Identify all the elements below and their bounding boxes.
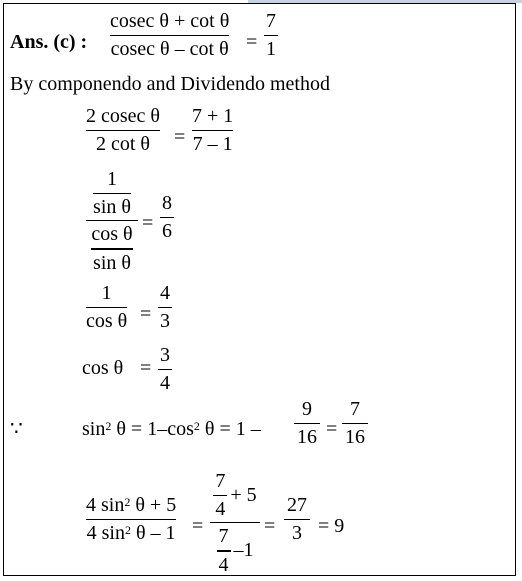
method-text: By componendo and Dividendo method [10,73,330,95]
step2-rhs-numerator: 8 [162,192,172,214]
step1-lhs [86,105,160,155]
ratio-numerator: 7 [266,10,276,32]
step6-compound-fraction [210,470,260,576]
step3-equals: = [140,303,152,325]
step2-upper [93,168,131,218]
step2-cos: cos θ [91,223,133,246]
equals-sign: = [246,31,258,53]
step2-rhs [160,192,174,242]
given-denominator: cosec θ – cot θ [110,38,229,61]
step1-equals: = [174,126,186,148]
step1-rhs [192,105,233,155]
step3-numerator: 1 [101,282,112,304]
answer-label: Ans. (c) : [10,31,88,53]
step2-sin-lower: sin θ [93,251,131,274]
step5-expression: $\sin^2 \theta = 1-\cos^2$ θ = 1 – [82,418,261,440]
step2-sin: sin θ [93,196,131,219]
step4-equals: = [140,357,152,379]
step1-rhs-numerator: 7 + 1 [192,105,234,127]
step6-result-numerator: 27 [287,494,307,516]
step6-equals: = [192,515,204,537]
step5-fraction-numerator: 9 [302,398,312,420]
step3-rhs [158,282,172,332]
step5-result-denominator: 16 [345,426,365,449]
step6-lhs [86,494,176,544]
step1-numerator: 2 cosec θ [86,105,160,127]
step4-lhs: cos θ [82,357,124,379]
given-fraction [110,10,229,60]
step6-upper-bottom: 4 [215,498,226,521]
step6-plus-five: + 5 [230,483,257,506]
step6-lower-bottom: 4 [218,553,229,576]
because-symbol: ∵ [10,418,23,440]
step6-result-fraction [284,494,310,544]
step3-lhs [86,282,127,332]
step5-fraction [294,398,320,448]
step2-lower [91,223,132,273]
step3-denominator: cos θ [86,310,128,333]
step6-minus-one: –1 [233,538,254,561]
step6-result-denominator: 3 [292,522,302,545]
final-answer: = 9 [318,515,345,537]
given-numerator: cosec θ + cot θ [110,10,230,32]
step3-rhs-denominator: 3 [160,310,170,333]
step2-compound-fraction [86,168,138,274]
step6-numerator: 4 $\sin^2 \theta + 5$ [86,494,177,516]
step2-equals: = [142,212,154,234]
step4-rhs-denominator: 4 [160,372,170,395]
step5-equals: = [326,418,338,440]
step6-equals-2: = [264,515,276,537]
step6-upper [213,470,256,520]
step1-denominator: 2 cot θ [95,133,150,156]
step4-rhs [158,344,172,394]
given-ratio [264,10,278,60]
step6-lower [217,525,254,575]
step1-rhs-denominator: 7 – 1 [192,133,233,156]
step5-result-numerator: 7 [350,398,360,420]
step4-rhs-numerator: 3 [160,344,170,366]
step2-one: 1 [106,168,117,190]
step2-rhs-denominator: 6 [162,220,172,243]
ratio-denominator: 1 [266,38,276,61]
step6-lower-top: 7 [218,525,229,548]
step5-fraction-denominator: 16 [297,426,317,449]
step3-rhs-numerator: 4 [160,282,170,304]
step5-result [342,398,368,448]
step6-denominator: 4 $\sin^2 \theta - 1$ [86,522,176,545]
step6-upper-top: 7 [215,470,226,492]
